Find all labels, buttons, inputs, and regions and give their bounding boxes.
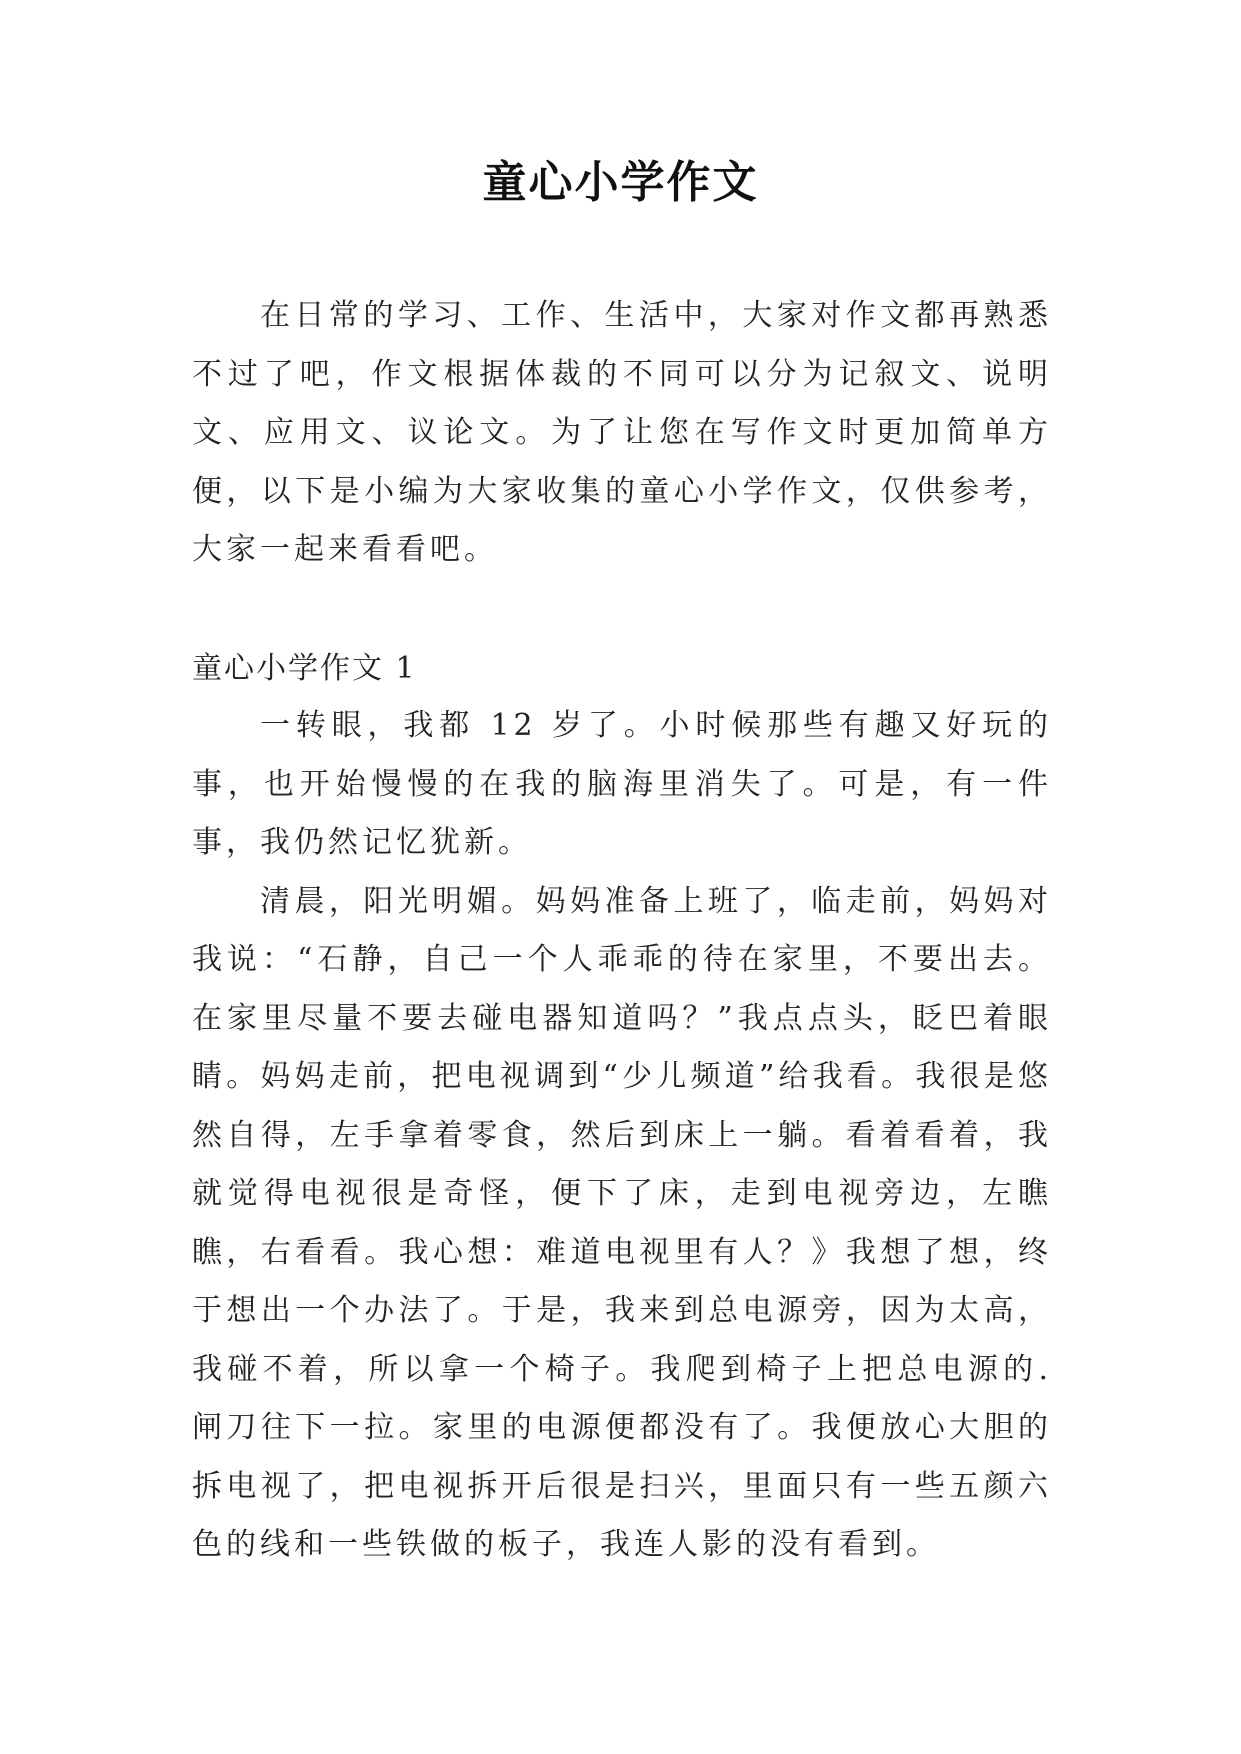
essay-body bbox=[192, 697, 1052, 1575]
essay-paragraph: 一转眼，我都 12 岁了。小时候那些有趣又好玩的事，也开始慢慢的在我的脑海里消失了。可是，有一件事，我仍然记忆犹新。 bbox=[192, 708, 1052, 860]
section-heading: 童心小学作文 1 bbox=[192, 651, 417, 686]
intro-section bbox=[192, 287, 1052, 580]
intro-paragraph: 在日常的学习、工作、生活中，大家对作文都再熟悉不过了吧，作文根据体裁的不同可以分为记叙文、说明文、应用文、议论文。为了让您在写作文时更加简单方便，以下是小编为大家收集的童心小学作文，仅供参考，大家一起来看看吧。 bbox=[192, 298, 1052, 567]
essay-paragraph: 清晨，阳光明媚。妈妈准备上班了，临走前，妈妈对我说：“石静，自己一个人乖乖的待在家里，不要出去。在家里尽量不要去碰电器知道吗？”我点点头，眨巴着眼睛。妈妈走前，把电视调到“少儿频道”给我看。我很是悠然自得，左手拿着零食，然后到床上一躺。看着看着，我就觉得电视很是奇怪，便下了床，走到电视旁边，左瞧瞧，右看看。我心想：难道电视里有人？》我想了想，终于想出一个办法了。于是，我来到总电源旁，因为太高，我碰不着，所以拿一个椅子。我爬到椅子上把总电源的.闸刀往下一拉。家里的电源便都没有了。我便放心大胆的拆电视了，把电视拆开后很是扫兴，里面只有一些五颜六色的线和一些铁做的板子，我连人影的没有看到。 bbox=[192, 883, 1052, 1562]
document-title: 童心小学作文 bbox=[482, 157, 759, 208]
